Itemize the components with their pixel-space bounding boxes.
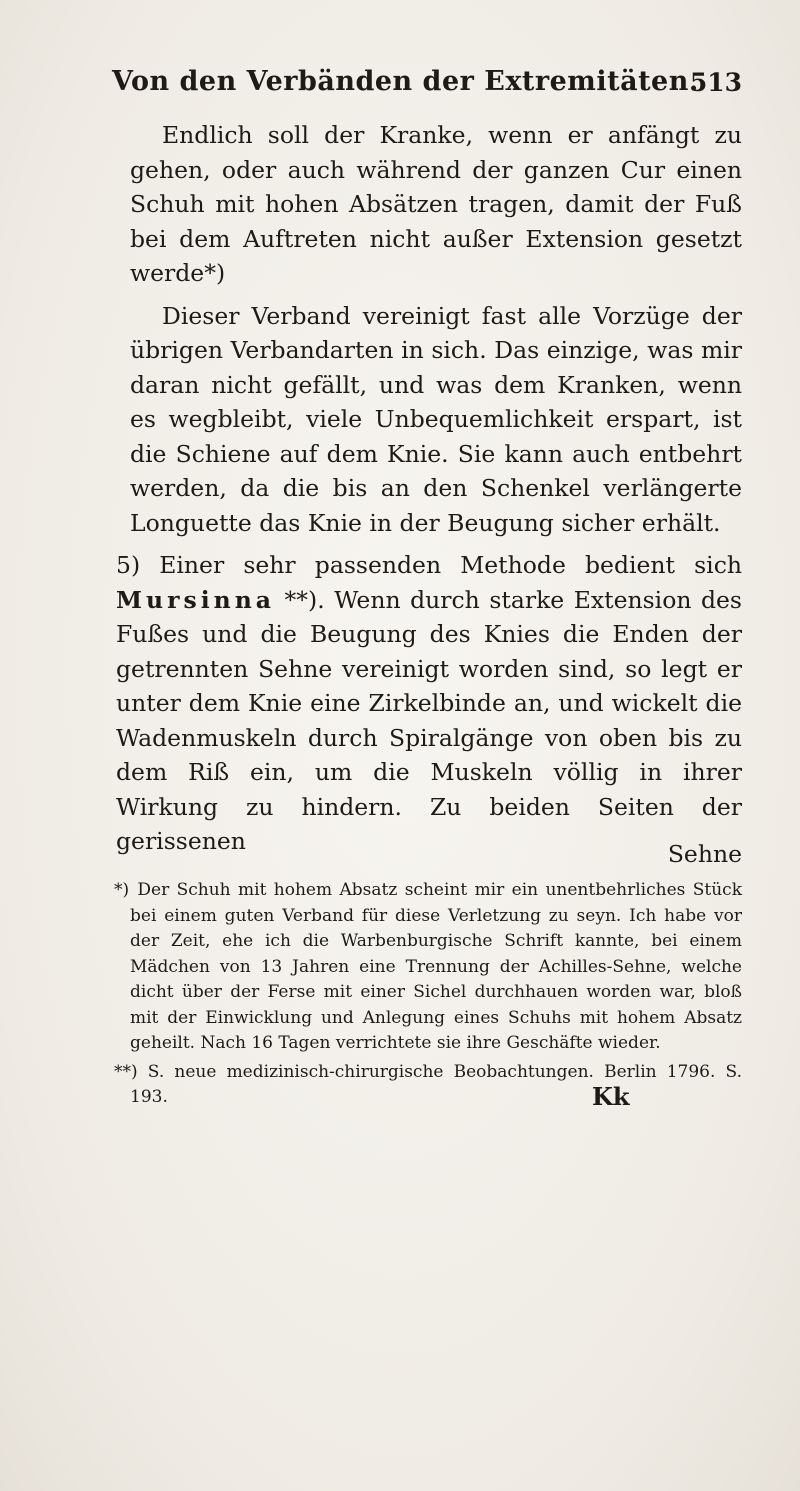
paragraph-3-rest: **). Wenn durch starke Extension des Fußes und die Beugung des Knies die Enden der getrennten Sehne vereinigt worden sind, so legt er unter dem Knie eine Zirkelbinde an, und wickelt die Wadenmuskeln durch Spiralgänge von oben bis zu dem Riß ein, um die Muskeln völlig in ihrer Wirkung zu hindern. Zu beiden Seiten der gerissenen (116, 585, 742, 855)
paragraph-1: Endlich soll der Kranke, wenn er anfängt zu gehen, oder auch während der ganzen Cur einen Schuh mit hohen Absätzen tragen, damit der Fuß bei dem Auftreten nicht außer Extension gesetzt werde*) (130, 121, 742, 287)
footnote-2 (114, 1060, 742, 1111)
signature-mark: Kk (592, 1082, 630, 1111)
paragraph-3-lead: 5) Einer sehr passenden Methode bedient sich (116, 551, 742, 579)
page-number: 513 (689, 68, 742, 97)
running-title: Von den Verbänden der Extremitäten. (112, 66, 699, 97)
footnote-1-text: Der Schuh mit hohem Absatz scheint mir ein unentbehrliches Stück bei einem guten Verband für diese Verletzung zu seyn. Ich habe vor der Zeit, ehe ich die Warbenburgische Schrift kannte, bei einem Mädchen von 13 Jahren eine Trennung der Achilles-Sehne, welche dicht über der Ferse mit einer Sichel durchhauen worden war, bloß mit der Einwicklung und Anlegung eines Schuhs mit hohem Absatz geheilt. Nach 16 Tagen verrichtete sie ihre Geschäfte wieder. (130, 880, 743, 1053)
main-text (116, 118, 742, 859)
footnote-1 (114, 878, 743, 1057)
catchword: Sehne (667, 840, 742, 868)
footnote-2-mark: **) (114, 1061, 138, 1082)
paragraph-3 (116, 548, 742, 859)
paragraph-2: Dieser Verband vereinigt fast alle Vorzüge der übrigen Verbandarten in sich. Das einzige, was mir daran nicht gefällt, und was dem Kranken, wenn es wegbleibt, viele Unbequemlichkeit erspart, ist die Schiene auf dem Knie. Sie kann auch entbehrt werden, da die bis an den Schenkel verlängerte Longuette das Knie in der Beugung sicher erhält. (130, 301, 742, 537)
running-head (112, 66, 742, 110)
footnotes (114, 878, 743, 1114)
footnote-2-text: S. neue medizinisch-chirurgische Beobachtungen. Berlin 1796. S. 193. (130, 1061, 742, 1107)
author-name: Mursinna (116, 585, 276, 614)
footnote-1-mark: *) (114, 880, 130, 900)
